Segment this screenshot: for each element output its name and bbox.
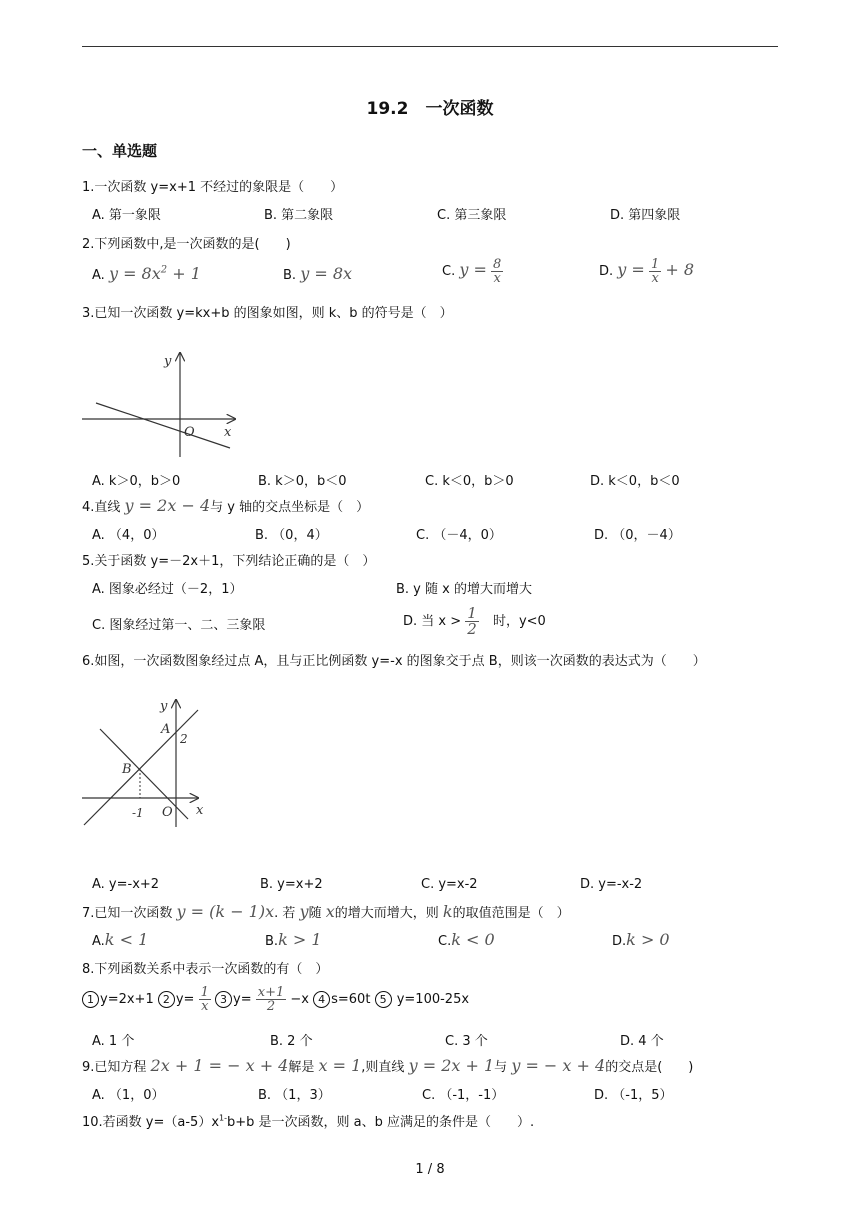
- page-number: 1 / 8: [415, 1162, 445, 1177]
- q1-option-a[interactable]: A. 第一象限: [92, 208, 161, 223]
- q2-option-b-math: y = 8x: [300, 264, 353, 283]
- header-rule: [82, 46, 778, 47]
- q3-option-b[interactable]: B. k＞0，b＜0: [258, 474, 347, 489]
- q5-option-b[interactable]: B. y 随 x 的增大而增大: [396, 582, 532, 597]
- q8-option-b[interactable]: B. 2 个: [270, 1034, 313, 1049]
- q2-option-c-lhs: y =: [459, 260, 487, 279]
- q2-option-d-fraction: $\frac{1}{x}$: [650, 257, 660, 286]
- q8-option-a[interactable]: A. 1 个: [92, 1034, 135, 1049]
- q3-line: [96, 403, 230, 448]
- q2-option-c-fraction: $\frac{8}{x}$: [493, 257, 502, 286]
- q6-two-label: 2: [180, 732, 188, 746]
- q6-option-b[interactable]: B. y=x+2: [260, 877, 323, 892]
- q7-math-4: k: [442, 902, 453, 921]
- q4-math: y = 2x − 4: [124, 496, 211, 515]
- q6-origin-label: O: [162, 805, 173, 820]
- question-3-stem: 3.已知一次函数 y=kx+b 的图象如图，则 k、b 的符号是（ ）: [82, 306, 453, 321]
- q2-option-a[interactable]: [92, 264, 201, 283]
- q6-graph: [80, 695, 220, 835]
- q9-option-c[interactable]: C. （-1，-1）: [422, 1088, 505, 1103]
- q3-option-d[interactable]: D. k＜0，b＜0: [590, 474, 680, 489]
- q6-point-b-label: B: [122, 762, 132, 777]
- q2-option-d[interactable]: [599, 258, 694, 285]
- q3-option-c[interactable]: C. k＜0，b＞0: [425, 474, 514, 489]
- q7-option-d[interactable]: D.k > 0: [612, 930, 670, 949]
- q7-option-a[interactable]: A.k < 1: [92, 930, 149, 949]
- q6-neg1-label: -1: [132, 806, 144, 820]
- q3-graph: [80, 345, 250, 460]
- q2-option-c[interactable]: [442, 258, 503, 285]
- q9-option-a[interactable]: A. （1，0）: [92, 1088, 165, 1103]
- question-4-stem: 4.直线 y = 2x − 4与 y 轴的交点坐标是（ ）: [82, 496, 370, 515]
- q6-line-neg-x: [100, 729, 188, 819]
- q5-option-d[interactable]: D. 当 x > $\frac{1}{2}$ 时，y<0: [403, 604, 546, 638]
- question-1-stem: 1.一次函数 y=x+1 不经过的象限是（ ）: [82, 180, 344, 195]
- q2-option-d-tail: + 8: [665, 260, 695, 279]
- q4-option-c[interactable]: C. （－4，0）: [416, 528, 502, 543]
- question-5-stem: 5.关于函数 y=－2x＋1，下列结论正确的是（ ）: [82, 554, 376, 569]
- q6-y-label: y: [160, 699, 168, 714]
- q4-option-a[interactable]: A. （4，0）: [92, 528, 165, 543]
- q4-option-d[interactable]: D. （0，－4）: [594, 528, 681, 543]
- question-7-stem: 7.已知一次函数 y = (k − 1)x. 若 y随 x的增大而增大，则 k的取值范围是（ ）: [82, 902, 570, 921]
- q8-option-c[interactable]: C. 3 个: [445, 1034, 488, 1049]
- q6-option-a[interactable]: A. y=-x+2: [92, 877, 160, 892]
- section-heading: 一、单选题: [82, 142, 158, 160]
- q6-option-c[interactable]: C. y=x-2: [421, 877, 478, 892]
- question-10-stem: 10.若函数 $y=(a-5)x^{1-}b+b$ 是一次函数，则 a、b 应满足的条件是（ ）.: [82, 1113, 535, 1130]
- q4-option-b[interactable]: B. （0，4）: [255, 528, 328, 543]
- q6-point-a-label: A: [161, 722, 171, 737]
- question-8-stem: 8.下列函数关系中表示一次函数的有（ ）: [82, 962, 329, 977]
- q1-option-b[interactable]: B. 第二象限: [264, 208, 334, 223]
- q6-x-label: x: [196, 803, 204, 818]
- q5-option-d-fraction: $\frac{1}{2}$: [467, 604, 477, 638]
- q3-y-label: y: [164, 354, 172, 369]
- question-2-stem: 2.下列函数中,是一次函数的是( ): [82, 237, 291, 252]
- q3-option-a[interactable]: A. k＞0，b＞0: [92, 474, 181, 489]
- q7-math-1: y = (k − 1)x: [176, 902, 275, 921]
- q2-option-d-label: D.: [599, 264, 614, 279]
- q3-origin-label: O: [184, 425, 195, 440]
- q2-option-b[interactable]: [283, 264, 352, 283]
- q7-math-3: x: [325, 902, 335, 921]
- q8-option-d[interactable]: D. 4 个: [620, 1034, 664, 1049]
- q2-option-c-label: C.: [442, 264, 456, 279]
- q7-math-2: y: [299, 902, 309, 921]
- q2-option-d-lhs: y =: [617, 260, 645, 279]
- q2-option-b-label: B.: [283, 268, 297, 283]
- q2-option-a-math: $y = 8x^2 + 1$: [108, 264, 201, 283]
- q9-option-b[interactable]: B. （1，3）: [258, 1088, 331, 1103]
- question-6-stem: 6.如图，一次函数图象经过点 A，且与正比例函数 y=-x 的图象交于点 B，则该一次函数的表达式为（ ）: [82, 654, 706, 669]
- question-9-stem: 9.已知方程 2x + 1 = − x + 4解是 x = 1,则直线 y = 2x + 1与 y = − x + 4的交点是( ): [82, 1056, 694, 1075]
- q5-option-a[interactable]: A. 图象必经过（－2，1）: [92, 582, 243, 597]
- q7-option-b[interactable]: B.k > 1: [265, 930, 322, 949]
- q3-x-label: x: [224, 425, 232, 440]
- q6-option-d[interactable]: D. y=-x-2: [580, 877, 643, 892]
- q5-option-c[interactable]: C. 图象经过第一、二、三象限: [92, 618, 266, 633]
- q8-function-list: 1 y=2x+1 2 y= $\frac{1}{x}$ 3 y= $\frac{x+1}{2}$ −x 4 s=60t 5 y=100-25x: [82, 986, 469, 1013]
- q7-option-c[interactable]: C.k < 0: [438, 930, 495, 949]
- q1-option-d[interactable]: D. 第四象限: [610, 208, 681, 223]
- q1-option-c[interactable]: C. 第三象限: [437, 208, 507, 223]
- page-title: 19.2 一次函数: [366, 99, 494, 119]
- q9-option-d[interactable]: D. （-1，5）: [594, 1088, 673, 1103]
- q2-option-a-label: A.: [92, 268, 105, 283]
